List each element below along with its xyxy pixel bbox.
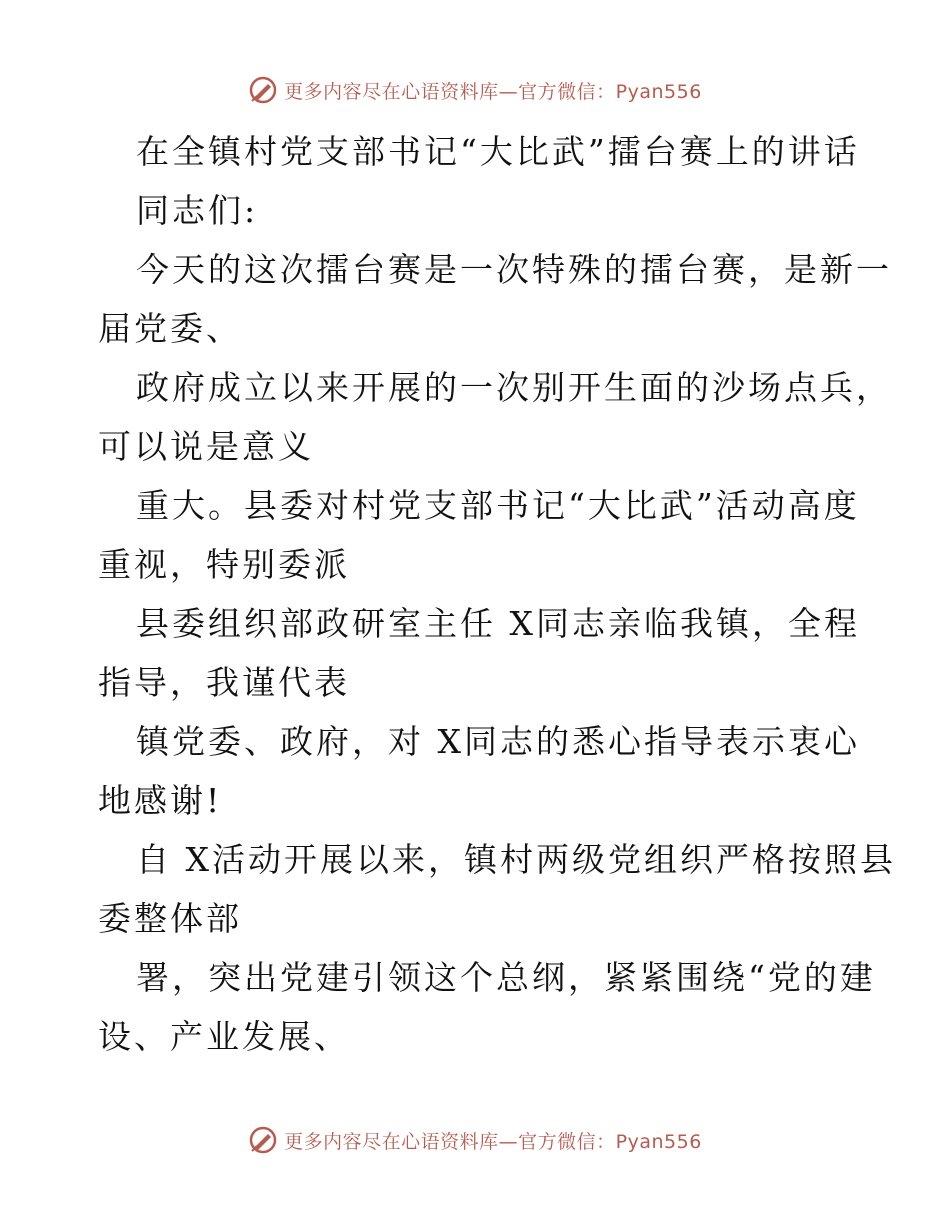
wechat-id: Pyan556 [615,1130,702,1153]
wechat-id: Pyan556 [615,80,702,103]
paragraph-line: 镇党委、政府，对 X同志的悉心指导表示衷心 [136,722,860,761]
paragraph-line: 署，突出党建引领这个总纲，紧紧围绕“党的建 [136,958,876,997]
watermark-text: 更多内容尽在心语资料库—官方微信：Pyan556 [284,1130,702,1153]
document-title: 在全镇村党支部书记“大比武”擂台赛上的讲话 [136,132,860,171]
paragraph-line: 重大。县委对村党支部书记“大比武”活动高度 [136,486,860,525]
footer-watermark [0,1120,950,1160]
paragraph-line: 可以说是意义 [98,427,314,466]
paragraph-line: 重视，特别委派 [98,545,350,584]
pen-logo-icon [248,75,278,105]
pen-logo-icon [248,1125,278,1155]
paragraph-line: 届党委、 [98,309,242,348]
paragraph-line: 政府成立以来开展的一次别开生面的沙场点兵， [136,368,892,407]
salutation: 同志们: [136,191,259,230]
paragraph-line: 自 X活动开展以来，镇村两级党组织严格按照县 [136,840,896,879]
paragraph-line: 地感谢! [98,781,223,820]
paragraph-line: 委整体部 [98,899,242,938]
paragraph-line: 指导，我谨代表 [98,663,350,702]
paragraph-line: 设、产业发展、 [98,1017,350,1056]
header-watermark [0,70,950,110]
paragraph-line: 今天的这次擂台赛是一次特殊的擂台赛，是新一 [136,250,892,289]
document-body [98,122,896,1066]
paragraph-line: 县委组织部政研室主任 X同志亲临我镇，全程 [136,604,860,643]
watermark-text: 更多内容尽在心语资料库—官方微信：Pyan556 [284,80,702,103]
